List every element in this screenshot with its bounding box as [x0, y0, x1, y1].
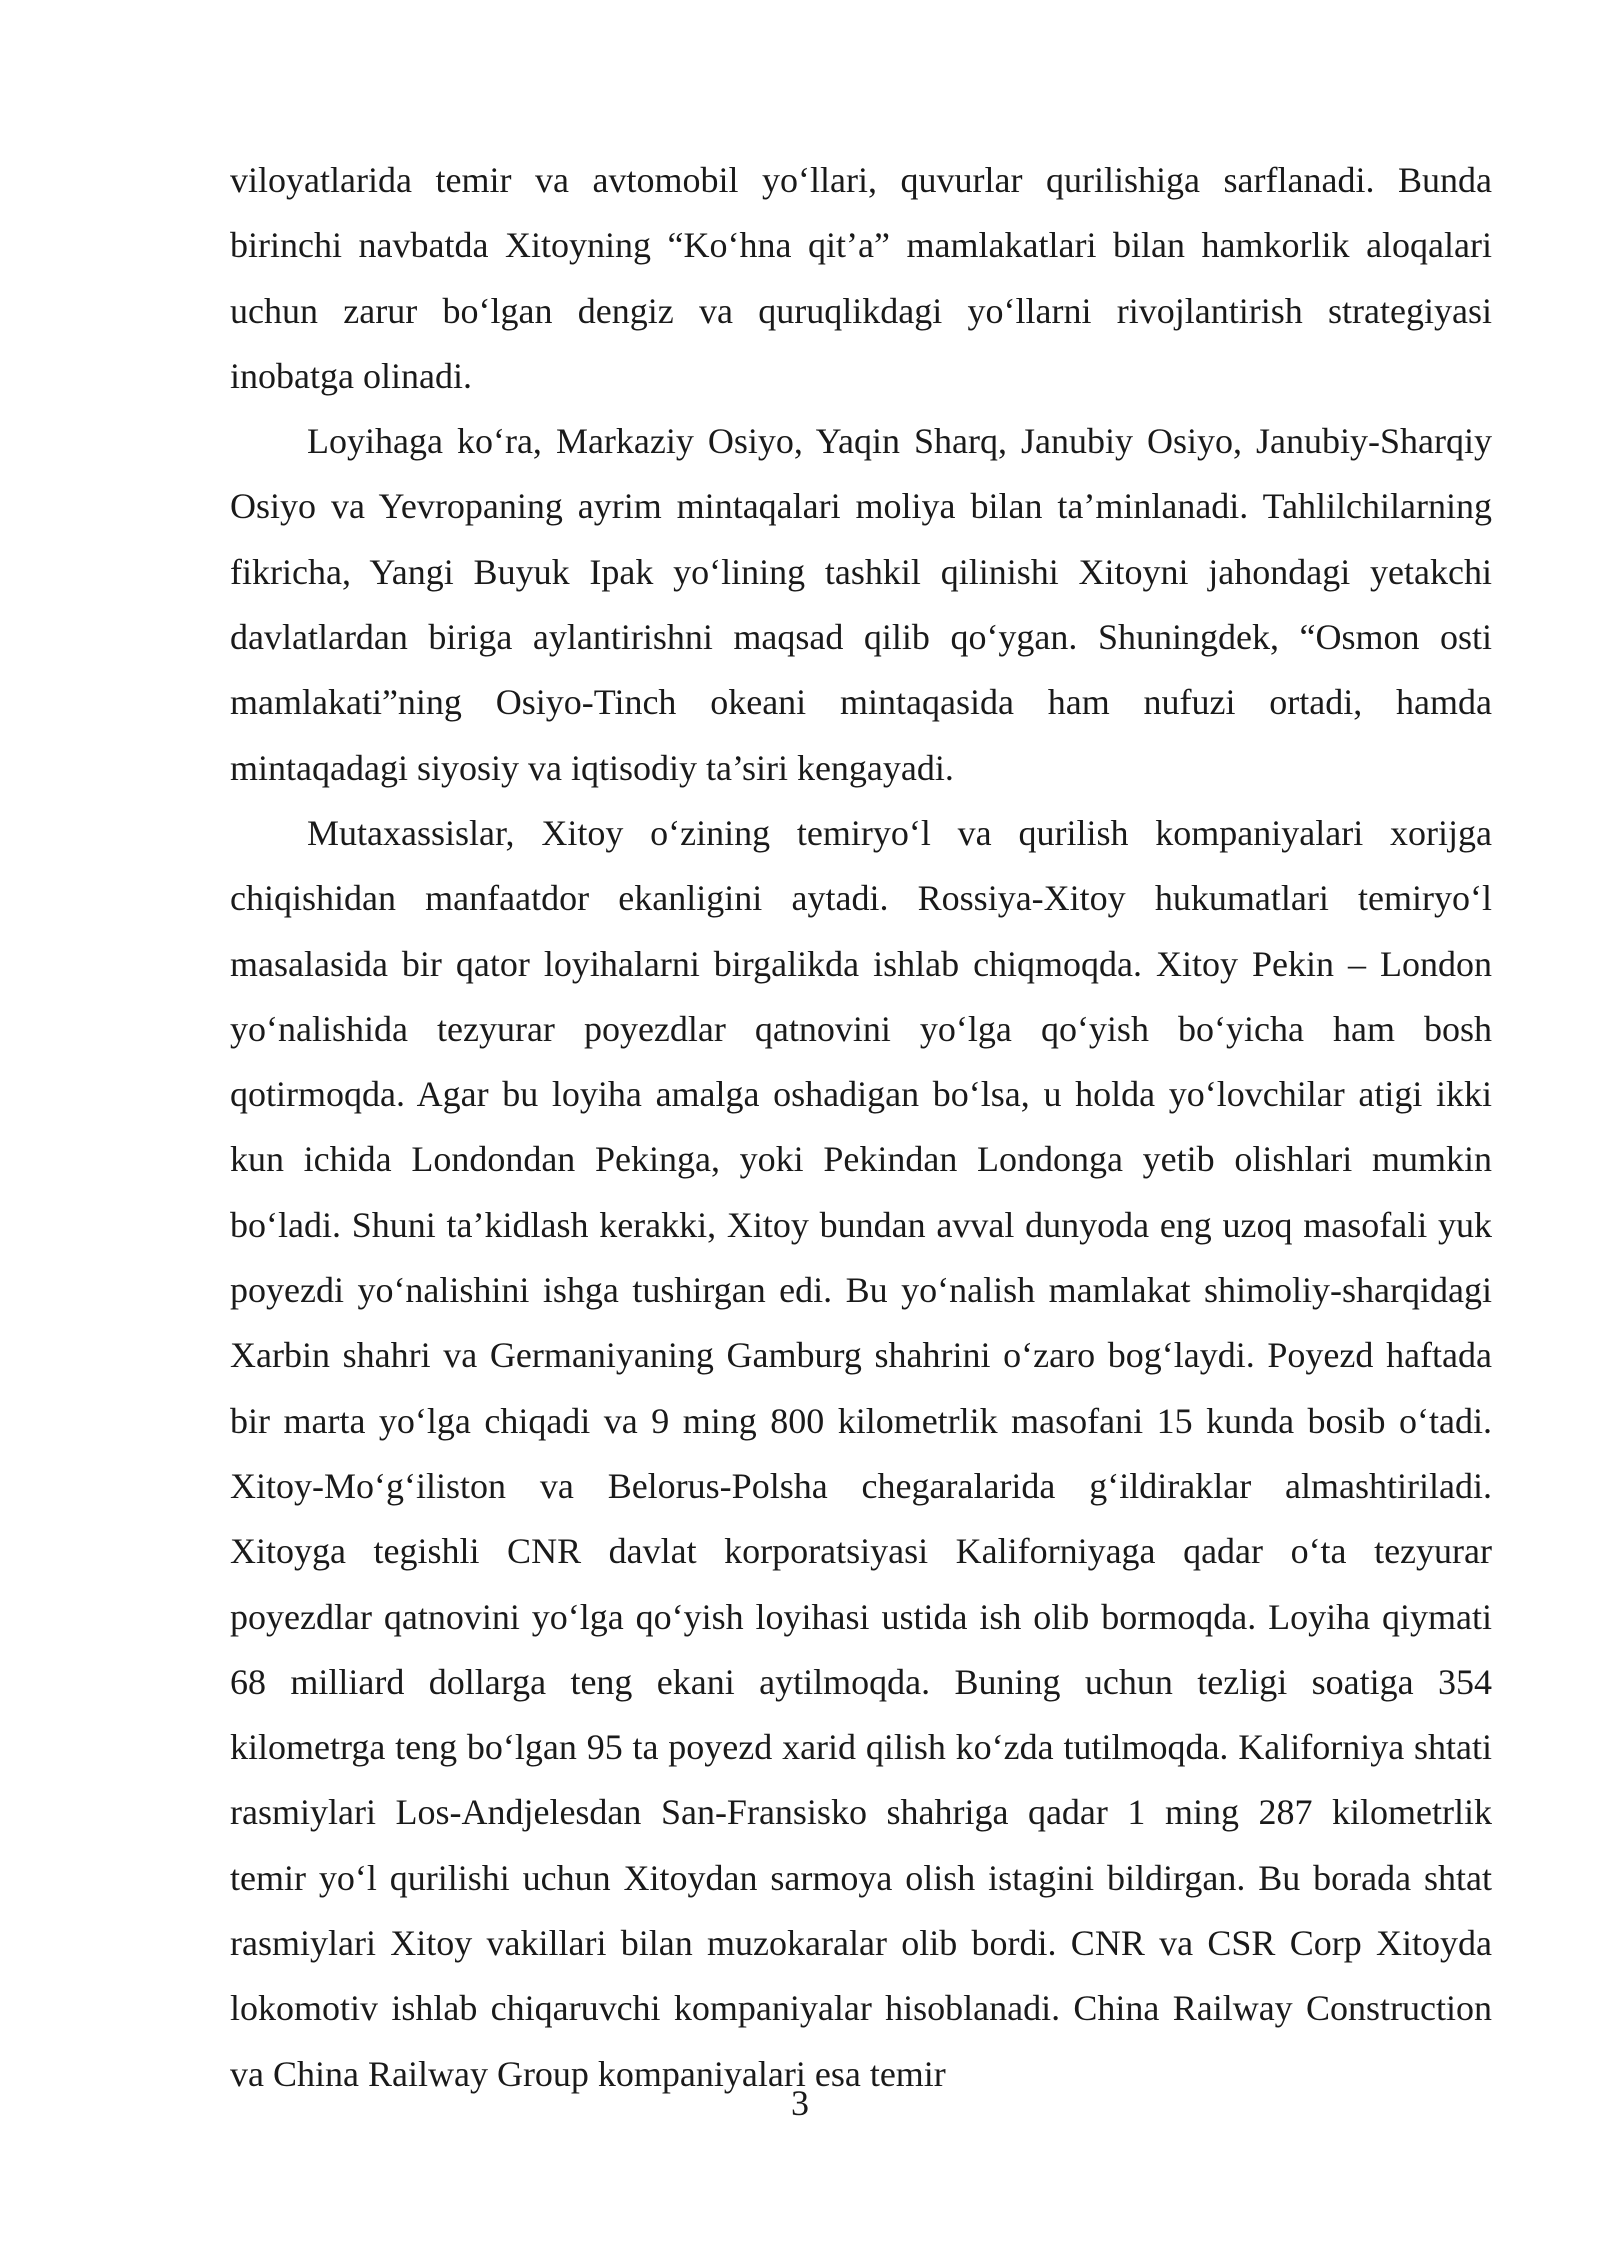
paragraph-1: viloyatlarida temir va avtomobil yo‘llari, quvurlar qurilishiga sarflanadi. Bunda birinchi navbatda Xitoyning “Ko‘hna qit’a” mamlakatlari bilan hamkorlik aloqalari uchun zarur bo‘lgan dengiz va quruqlikdagi yo‘llarni rivojlantirish strategiyasi inobatga olinadi. — [230, 160, 1492, 396]
page-body — [230, 148, 1492, 2107]
page-number: 3 — [791, 2083, 809, 2123]
paragraph-3: Mutaxassislar, Xitoy o‘zining temiryo‘l va qurilish kompaniyalari xorijga chiqishidan manfaatdor ekanligini aytadi. Rossiya-Xitoy hukumatlari temiryo‘l masalasida bir qator loyihalarni birgalikda ishlab chiqmoqda. Xitoy Pekin – London yo‘nalishida tezyurar poyezdlar qatnovini yo‘lga qo‘yish bo‘yicha ham bosh qotirmoqda. Agar bu loyiha amalga oshadigan bo‘lsa, u holda yo‘lovchilar atigi ikki kun ichida Londondan Pekinga, yoki Pekindan Londonga yetib olishlari mumkin bo‘ladi. Shuni ta’kidlash kerakki, Xitoy bundan avval dunyoda eng uzoq masofali yuk poyezdi yo‘nalishini ishga tushirgan edi. Bu yo‘nalish mamlakat shimoliy-sharqidagi Xarbin shahri va Germaniyaning Gamburg shahrini o‘zaro bog‘laydi. Poyezd haftada bir marta yo‘lga chiqadi va 9 ming 800 kilometrlik masofani 15 kunda bosib o‘tadi. Xitoy-Mo‘g‘iliston va Belorus-Polsha chegaralarida g‘ildiraklar almashtiriladi. Xitoyga tegishli CNR davlat korporatsiyasi Kaliforniyaga qadar o‘ta tezyurar poyezdlar qatnovini yo‘lga qo‘yish loyihasi ustida ish olib bormoqda. Loyiha qiymati 68 milliard dollarga teng ekani aytilmoqda. Buning uchun tezligi soatiga 354 kilometrga teng bo‘lgan 95 ta poyezd xarid qilish ko‘zda tutilmoqda. Kaliforniya shtati rasmiylari Los-Andjelesdan San-Fransisko shahriga qadar 1 ming 287 kilometrlik temir yo‘l qurilishi uchun Xitoydan sarmoya olish istagini bildirgan. Bu borada shtat rasmiylari Xitoy vakillari bilan muzokaralar olib bordi. CNR va CSR Corp Xitoyda lokomotiv ishlab chiqaruvchi kompaniyalar hisoblanadi. China Railway Construction va China Railway Group kompaniyalari esa temir — [230, 812, 1492, 2094]
paragraph-2: Loyihaga ko‘ra, Markaziy Osiyo, Yaqin Sharq, Janubiy Osiyo, Janubiy-Sharqiy Osiyo va Yevropaning ayrim mintaqalari moliya bilan ta’minlanadi. Tahlilchilarning fikricha, Yangi Buyuk Ipak yo‘lining tashkil qilinishi Xitoyni jahondagi yetakchi davlatlardan biriga aylantirishni maqsad qilib qo‘ygan. Shuningdek, “Osmon osti mamlakati”ning Osiyo-Tinch okeani mintaqasida ham nufuzi ortadi, hamda mintaqadagi siyosiy va iqtisodiy ta’siri kengayadi. — [230, 421, 1492, 788]
